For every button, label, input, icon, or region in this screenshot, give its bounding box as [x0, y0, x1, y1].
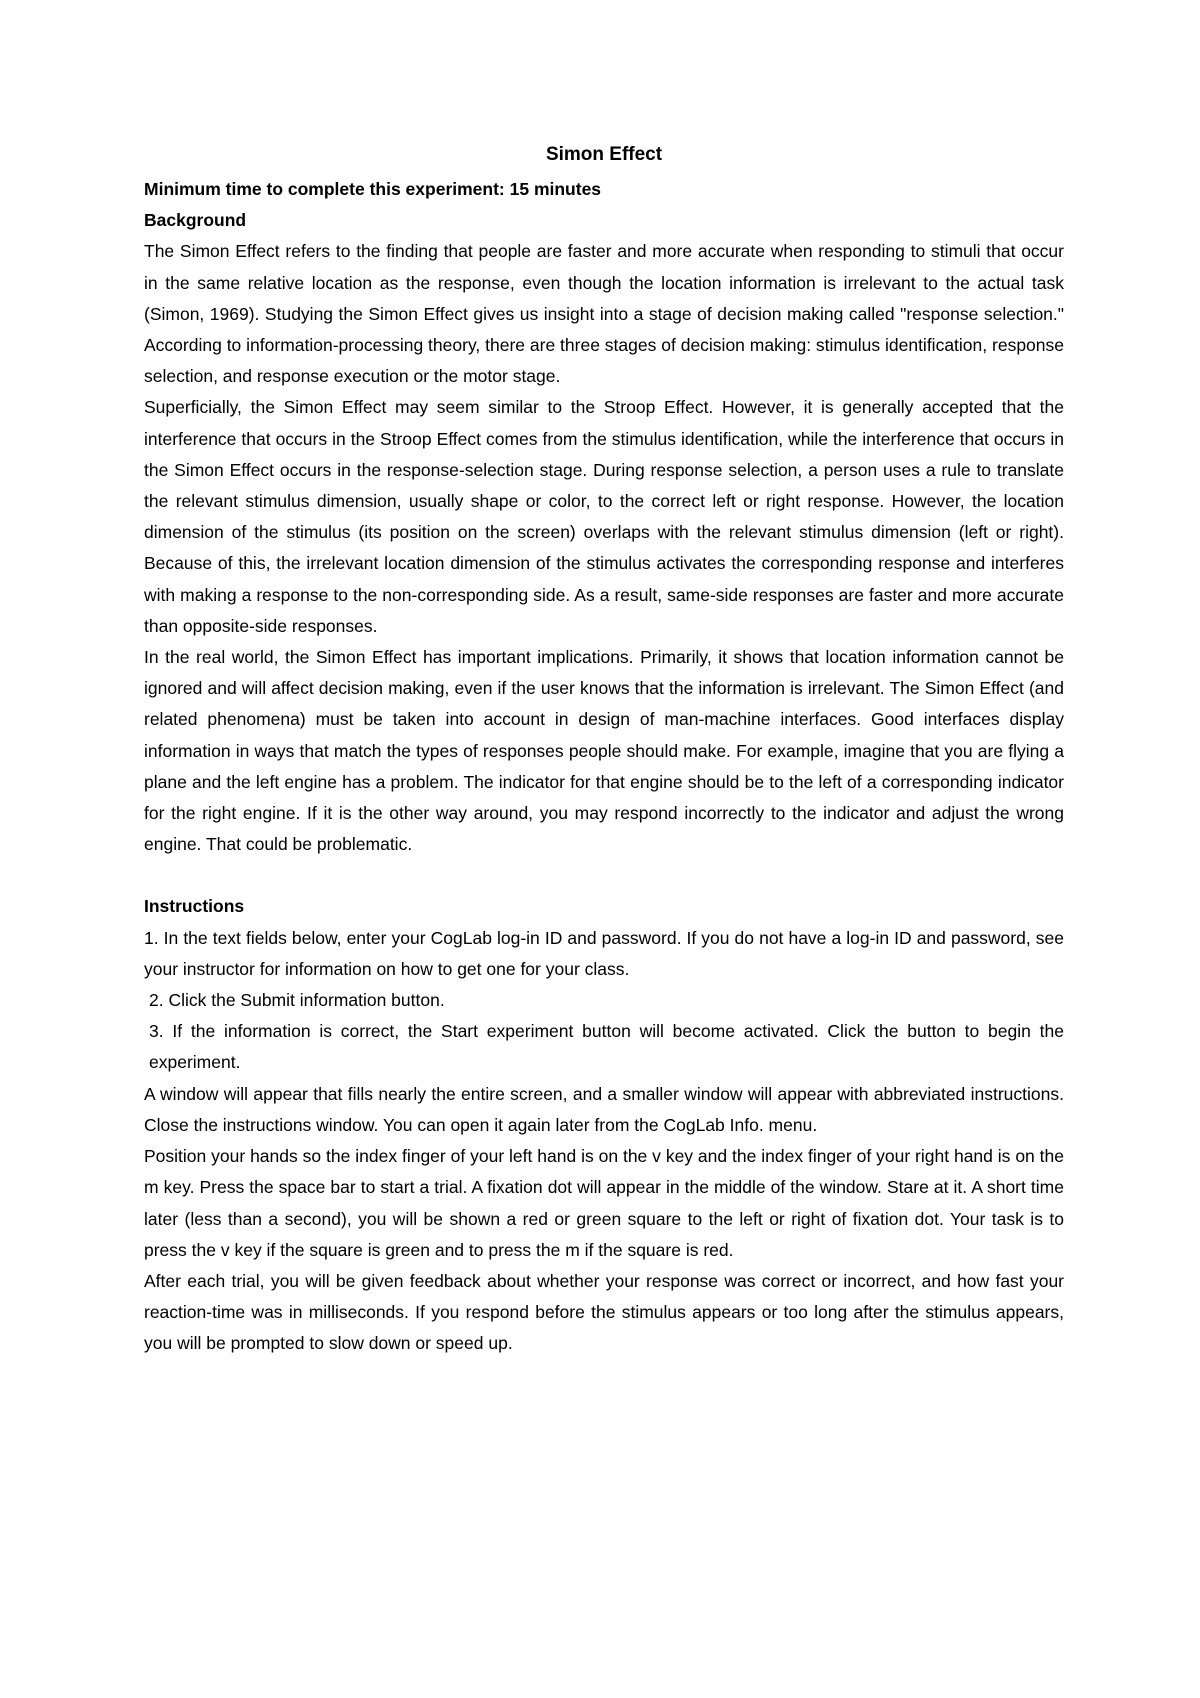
document-title: Simon Effect [545, 144, 663, 165]
instruction-step: 1. In the text fields below, enter your CogLab log-in ID and password. If you do not have a log-in ID and password, see your instructor for information on how to get one for your class. [144, 927, 1064, 979]
instruction-paragraph: After each trial, you will be given feedback about whether your response was correct or incorrect, and how fast your reaction-time was in milliseconds. If you respond before the stimulus appears or too long after the stimulus appears, you will be prompted to slow down or speed up. [144, 1270, 1064, 1354]
instruction-step: 3. If the information is correct, the Start experiment button will become activated. Click the button to begin the experiment. [149, 1021, 1064, 1073]
instructions-heading: Instructions [144, 896, 245, 917]
background-heading: Background [144, 210, 247, 231]
background-paragraph: The Simon Effect refers to the finding that people are faster and more accurate when responding to stimuli that occur in the same relative location as the response, even though the location information is irrelevant to the actual task (Simon, 1969). Studying the Simon Effect gives us insight into a stage of decision making called "response selection." According to information-processing theory, there are three stages of decision making: stimulus identification, response selection, and response execution or the motor stage. [144, 241, 1064, 387]
background-paragraph: In the real world, the Simon Effect has important implications. Primarily, it shows that location information cannot be ignored and will affect decision making, even if the user knows that the information is irrelevant. The Simon Effect (and related phenomena) must be taken into account in design of man-machine interfaces. Good interfaces display information in ways that match the types of responses people should make. For example, imagine that you are flying a plane and the left engine has a problem. The indicator for that engine should be to the left of a corresponding indicator for the right engine. If it is the other way around, you may respond incorrectly to the indicator and adjust the wrong engine. That could be problematic. [144, 647, 1064, 855]
instruction-paragraph: A window will appear that fills nearly the entire screen, and a smaller window will appear with abbreviated instructions. Close the instructions window. You can open it again later from the CogLab Info. menu. [144, 1083, 1064, 1135]
instruction-paragraph: Position your hands so the index finger of your left hand is on the v key and the index finger of your right hand is on the m key. Press the space bar to start a trial. A fixation dot will appear in the middle of the window. Stare at it. A short time later (less than a second), you will be shown a red or green square to the left or right of fixation dot. Your task is to press the v key if the square is green and to press the m if the square is red. [144, 1146, 1064, 1260]
minimum-time-note: Minimum time to complete this experiment: 15 minutes [144, 179, 602, 199]
document-page [144, 140, 1064, 1360]
background-paragraph: Superficially, the Simon Effect may seem similar to the Stroop Effect. However, it is generally accepted that the interference that occurs in the Stroop Effect comes from the stimulus identification, while the interference that occurs in the Simon Effect occurs in the response-selection stage. During response selection, a person uses a rule to translate the relevant stimulus dimension, usually shape or color, to the correct left or right response. However, the location dimension of the stimulus (its position on the screen) overlaps with the relevant stimulus dimension (left or right). Because of this, the irrelevant location dimension of the stimulus activates the corresponding response and interferes with making a response to the non-corresponding side. As a result, same-side responses are faster and more accurate than opposite-side responses. [144, 397, 1064, 636]
section-spacer [144, 860, 1064, 891]
instruction-step: 2. Click the Submit information button. [149, 990, 445, 1011]
